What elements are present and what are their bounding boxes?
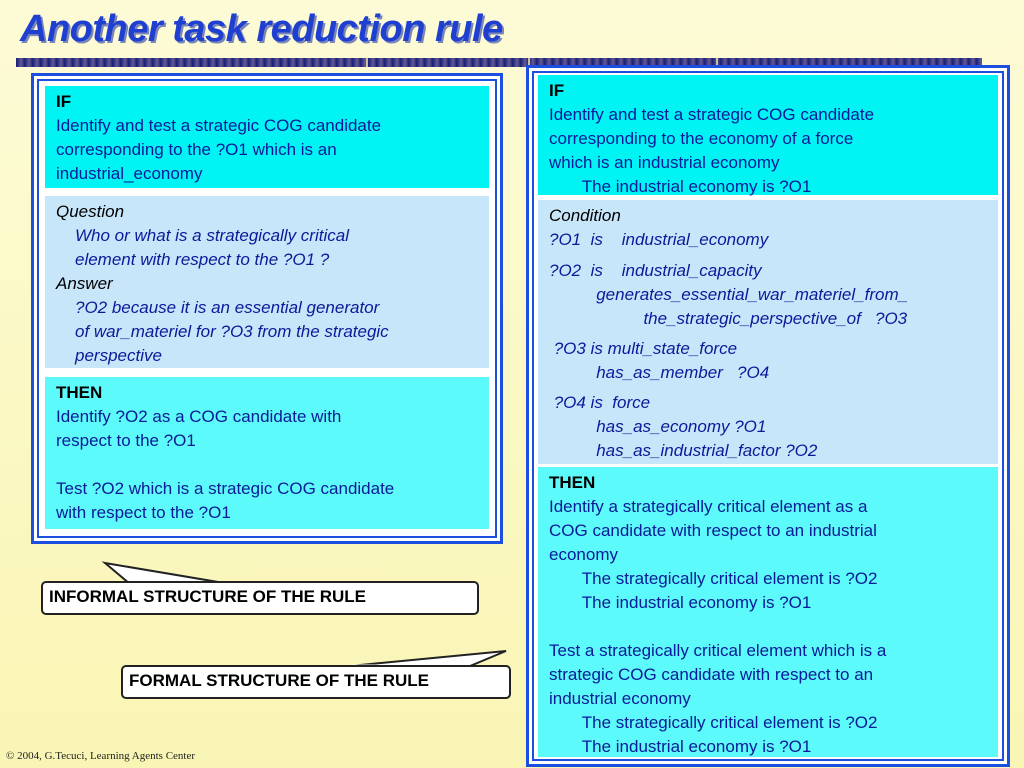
formal-if-block [538,75,998,195]
text-line: with respect to the ?O1 [56,503,231,522]
question-text [56,224,478,272]
formal-then-block [538,467,998,757]
informal-if-text [56,114,478,186]
text-line: perspective [75,346,162,365]
condition-line: ?O3 is multi_state_force [549,339,738,358]
text-line: The strategically critical element is ?O2 [549,713,878,732]
text-line: COG candidate with respect to an industrial [549,521,877,540]
footer-copyright: © 2004, G.Tecuci, Learning Agents Center [6,750,196,762]
question-heading: Question [56,202,125,221]
text-line: respect to the ?O1 [56,431,196,450]
text-line: which is an industrial economy [549,153,780,172]
text-line: strategic COG candidate with respect to an [549,665,874,684]
informal-if-heading: IF [56,92,72,111]
informal-structure-callout: INFORMAL STRUCTURE OF THE RULE [41,581,479,615]
answer-heading: Answer [56,274,113,293]
text-line: The industrial economy is ?O1 [549,177,812,196]
formal-condition-block [538,200,998,464]
informal-question-answer-block [45,196,489,368]
text-line: Identify a strategically critical element as a [549,497,868,516]
text-line: of war_materiel for ?O3 from the strategic [75,322,389,341]
informal-then-heading: THEN [56,383,103,402]
informal-if-block [45,86,489,188]
condition-line: ?O2 is industrial_capacity [549,261,762,280]
text-line: economy [549,545,618,564]
answer-text [56,296,478,368]
condition-line: generates_essential_war_materiel_from_ [549,285,909,304]
text-line: The industrial economy is ?O1 [549,737,812,756]
condition-heading: Condition [549,206,621,225]
text-line [56,453,478,477]
text-line: Identify and test a strategic COG candidate [549,105,875,124]
divider-tick [366,58,368,67]
text-line: Identify ?O2 as a COG candidate with [56,407,342,426]
text-line: corresponding to the ?O1 which is an [56,140,337,159]
text-line: Test a strategically critical element which is a [549,641,887,660]
text-line: Test ?O2 which is a strategic COG candidate [56,479,395,498]
text-line: Who or what is a strategically critical [75,226,349,245]
text-line: ?O2 because it is an essential generator [75,298,380,317]
condition-line: has_as_industrial_factor ?O2 [549,441,818,460]
text-line: The strategically critical element is ?O2 [549,569,878,588]
text-line: element with respect to the ?O1 ? [75,250,330,269]
condition-line: ?O1 is industrial_economy [549,230,769,249]
condition-line: the_strategic_perspective_of ?O3 [549,309,908,328]
slide-title: Another task reduction rule [20,8,503,50]
text-line: The industrial economy is ?O1 [549,593,812,612]
formal-structure-callout: FORMAL STRUCTURE OF THE RULE [121,665,511,699]
condition-line: has_as_economy ?O1 [549,417,767,436]
text-line: industrial economy [549,689,691,708]
text-line [549,615,987,639]
condition-line: ?O4 is force [549,393,651,412]
text-line: industrial_economy [56,164,203,183]
text-line: corresponding to the economy of a force [549,129,854,148]
text-line: Identify and test a strategic COG candidate [56,116,382,135]
formal-then-heading: THEN [549,473,596,492]
informal-then-block [45,377,489,529]
condition-line: has_as_member ?O4 [549,363,770,382]
formal-if-heading: IF [549,81,565,100]
